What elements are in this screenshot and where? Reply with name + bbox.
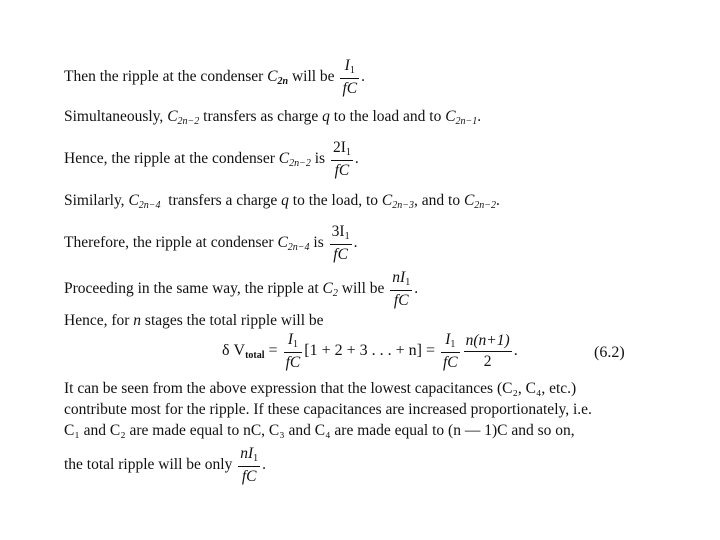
line-text: Simultaneously, <box>64 108 168 125</box>
symbol-n: n <box>133 312 142 329</box>
symbol-c: C <box>167 108 178 125</box>
text-line-1 <box>64 58 365 97</box>
fraction-denominator: fC <box>390 290 412 309</box>
equation-number: (6.2) <box>594 344 625 361</box>
fraction <box>284 332 303 371</box>
numerator-subscript: 1 <box>345 147 351 158</box>
fraction <box>238 446 260 485</box>
numerator-subscript: 1 <box>292 339 298 350</box>
fraction-denominator: fC <box>442 354 458 371</box>
symbol-subscript: 2n−2 <box>474 200 497 211</box>
fraction <box>441 332 460 371</box>
symbol-c: C <box>322 279 333 297</box>
equals-sign: = <box>264 341 282 359</box>
symbol-subscript: 2n−4 <box>287 241 310 253</box>
fraction-numerator: I <box>287 331 293 348</box>
fraction-denominator: fC <box>331 160 353 179</box>
paragraph-line-3: C₁ and C₂ are made equal to nC, C₃ and C₄ are made equal to (n — 1)C and so on, <box>64 422 575 439</box>
equation-lhs: δ V <box>222 341 246 359</box>
numerator-subscript: 1 <box>349 65 355 76</box>
punctuation: . <box>353 233 358 251</box>
line-text: Similarly, <box>64 192 129 209</box>
line-text: transfers a charge <box>160 192 282 209</box>
fraction <box>390 270 412 309</box>
fraction-numerator: I <box>445 331 451 348</box>
line-text: transfers as charge <box>199 108 323 125</box>
punctuation: . <box>477 108 482 125</box>
fraction-denominator: fC <box>342 80 358 97</box>
line-text: Therefore, the ripple at condenser <box>64 233 278 251</box>
symbol-q: q <box>281 192 289 209</box>
line-text: is <box>309 233 328 251</box>
fraction-numerator: I <box>344 57 350 74</box>
line-text: Then the ripple at the condenser <box>64 67 268 85</box>
symbol-c: C <box>278 149 290 167</box>
fraction-numerator: nI <box>240 445 254 462</box>
fraction-denominator: fC <box>238 466 260 485</box>
text-line-6 <box>64 270 418 309</box>
line-text: will be <box>288 67 339 85</box>
punctuation: . <box>414 279 419 297</box>
symbol-subscript: 2n−2 <box>289 157 311 169</box>
text-line-5 <box>64 224 357 263</box>
text-line-8 <box>64 446 266 485</box>
line-text: stages the total ripple will be <box>141 312 324 329</box>
line-text: will be <box>337 279 389 297</box>
fraction-denominator: fC <box>285 354 301 371</box>
fraction <box>331 140 353 179</box>
line-text: to the load, to <box>288 192 382 209</box>
punctuation: . <box>262 455 266 473</box>
equation <box>222 332 518 371</box>
punctuation: . <box>361 67 365 85</box>
numerator-subscript: 1 <box>450 339 456 350</box>
fraction-denominator: 2 <box>464 351 512 370</box>
symbol-c: C <box>381 192 393 209</box>
line-text: Hence, the ripple at the condenser <box>64 149 279 167</box>
symbol-q: q <box>322 108 330 125</box>
fraction-denominator: fC <box>330 244 352 263</box>
punctuation: . <box>496 192 500 209</box>
fraction-numerator: nI <box>392 269 406 286</box>
punctuation: . <box>354 149 359 167</box>
fraction <box>340 58 359 97</box>
symbol-subscript: 2n−4 <box>138 200 161 211</box>
line-text: , and to <box>414 192 464 209</box>
numerator-subscript: 1 <box>253 453 259 464</box>
symbol-subscript: 2n−1 <box>455 116 478 127</box>
fraction-numerator: n(n+1) <box>465 332 510 350</box>
fraction <box>464 333 512 369</box>
symbol-subscript: 2n−2 <box>177 116 200 127</box>
equation-lhs-subscript: total <box>245 349 265 361</box>
symbol-c: C <box>267 67 278 85</box>
text-line-7 <box>64 312 324 330</box>
line-text: is <box>310 149 329 167</box>
fraction <box>330 224 352 263</box>
line-text: Hence, for <box>64 312 134 329</box>
text-line-4 <box>64 192 500 215</box>
punctuation: . <box>513 341 518 359</box>
text-line-3 <box>64 140 359 179</box>
text-line-2 <box>64 108 481 131</box>
numerator-subscript: 1 <box>344 231 350 242</box>
symbol-subscript: 2n <box>277 75 289 87</box>
symbol-c: C <box>445 108 456 125</box>
symbol-c: C <box>277 233 288 251</box>
symbol-c: C <box>463 192 475 209</box>
fraction-numerator: 3I <box>331 223 345 240</box>
line-text: the total ripple will be only <box>64 455 237 473</box>
paragraph-line-2: contribute most for the ripple. If these capacitances are increased proportionately, i.e. <box>64 401 592 418</box>
symbol-subscript: 2n−3 <box>392 200 415 211</box>
bracket-sum: [1 + 2 + 3 . . . + n] = <box>304 341 439 359</box>
symbol-c: C <box>128 192 139 209</box>
line-text: to the load and to <box>329 108 446 125</box>
paragraph-line-1: It can be seen from the above expression that the lowest capacitances (C₂, C₄, etc.) <box>64 380 577 397</box>
numerator-subscript: 1 <box>405 277 411 288</box>
line-text: Proceeding in the same way, the ripple at <box>64 279 323 297</box>
fraction-numerator: 2I <box>332 139 346 156</box>
symbol-subscript: 2 <box>332 287 338 299</box>
